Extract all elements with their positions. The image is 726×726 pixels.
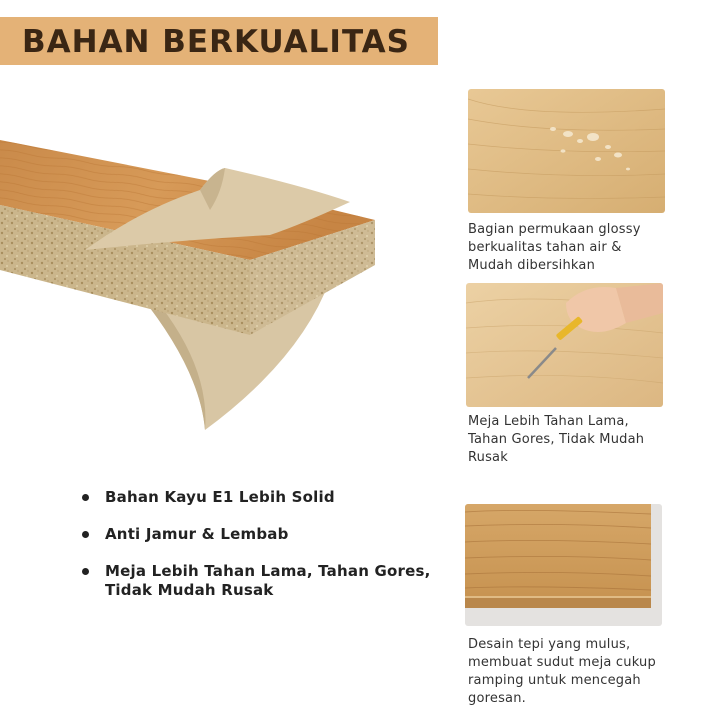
bullet-dot-icon [82,568,89,575]
list-item: Anti Jamur & Lembab [82,525,442,544]
smooth-edge-board-icon [465,504,662,626]
list-item: Bahan Kayu E1 Lebih Solid [82,488,442,507]
board-layers-icon [0,130,390,440]
feature-caption-scratch-resistant: Meja Lebih Tahan Lama, Tahan Gores, Tidak Mudah Rusak [468,414,645,465]
feature-image-scratch-resistant [466,283,663,407]
feature-bullet-list [82,488,442,618]
bullet-dot-icon [82,494,89,501]
water-drops-surface-icon [468,89,665,213]
feature-image-water-resistant [468,89,665,213]
feature-caption-water-resistant: Bagian permukaan glossy berkualitas tahan air & Mudah dibersihkan [468,222,641,273]
knife-scratch-surface-icon [466,283,663,407]
page-title: BAHAN BERKUALITAS [22,24,411,60]
list-item: Meja Lebih Tahan Lama, Tahan Gores, Tidak Mudah Rusak [82,562,442,600]
bullet-dot-icon [82,531,89,538]
hero-board-illustration [0,130,390,440]
feature-caption-smooth-edge: Desain tepi yang mulus, membuat sudut meja cukup ramping untuk mencegah goresan. [468,637,656,706]
header-banner [0,17,438,65]
feature-image-smooth-edge [465,504,662,626]
